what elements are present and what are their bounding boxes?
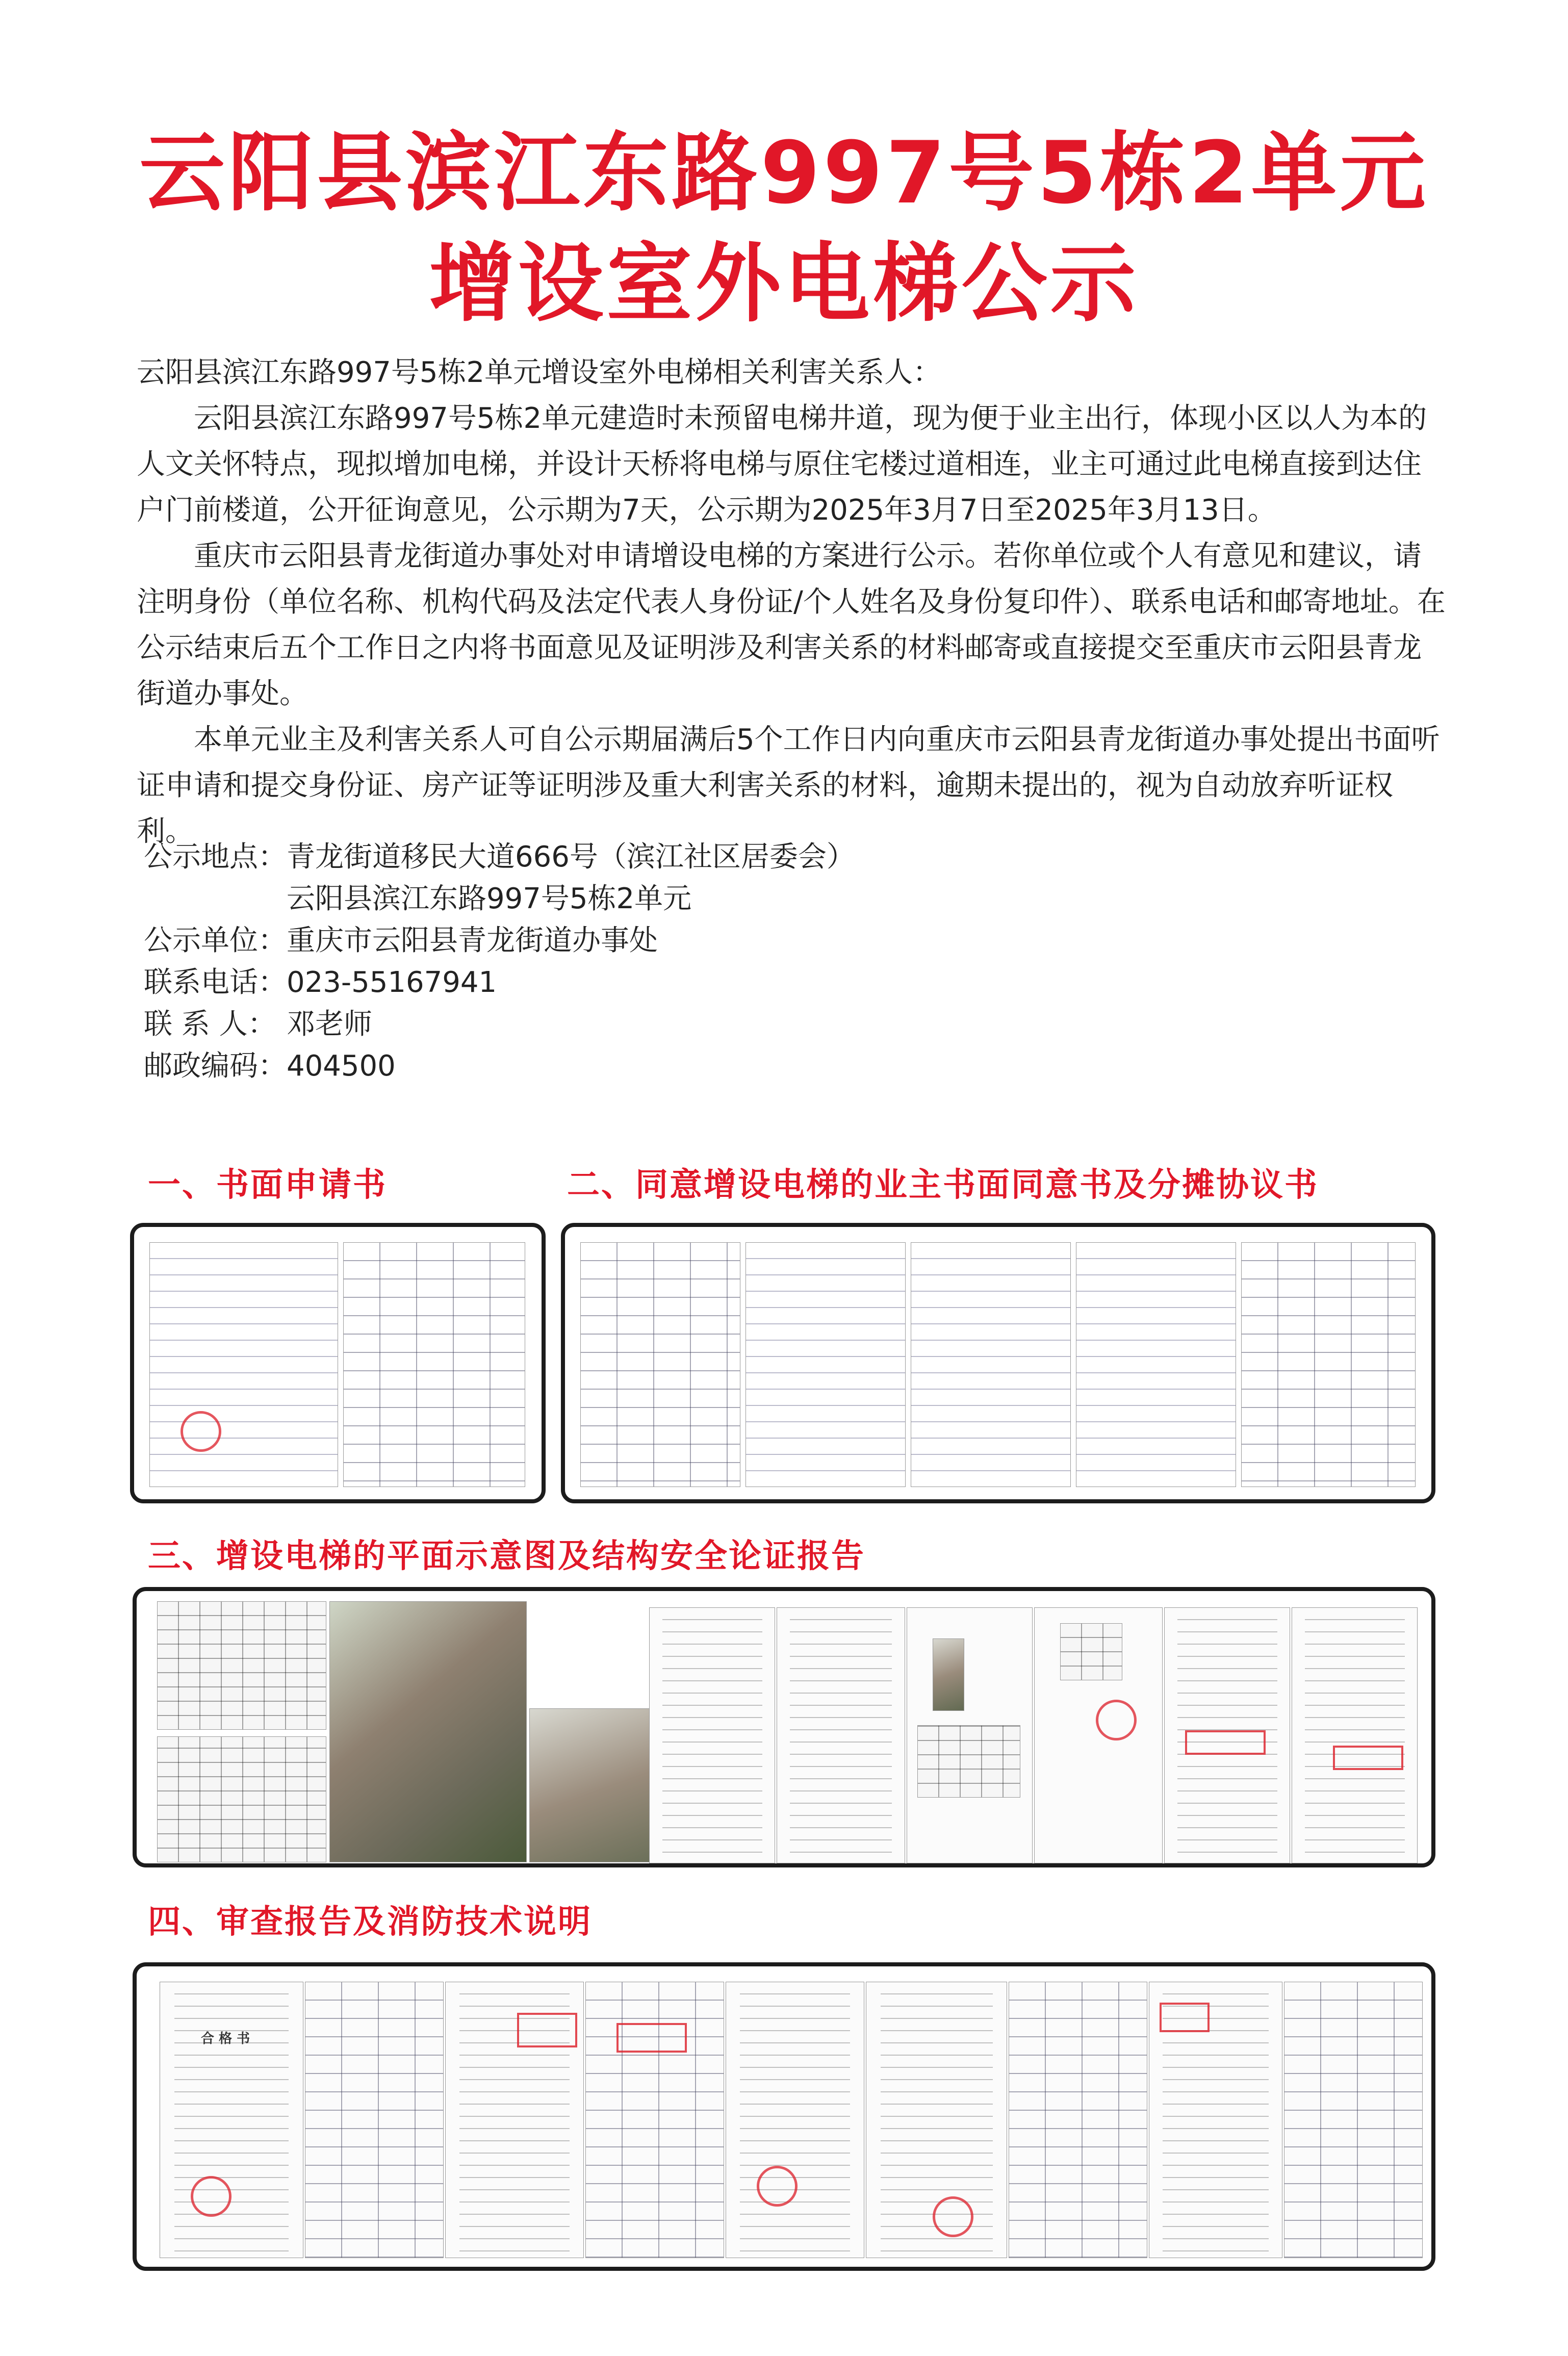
- info-contact-value: 邓老师: [287, 1008, 372, 1041]
- section-2-heading: 二、同意增设电梯的业主书面同意书及分摊协议书: [567, 1166, 1319, 1204]
- section-2-frame: [561, 1223, 1435, 1503]
- red-seal-icon: [933, 2196, 973, 2237]
- section-3-heading: 三、增设电梯的平面示意图及结构安全论证报告: [148, 1538, 865, 1575]
- info-unit-row: [144, 920, 1419, 962]
- info-location-value-2: 云阳县滨江东路997号5栋2单元: [287, 882, 692, 915]
- review-table-2: [585, 1982, 724, 2258]
- section-4-frame: [133, 1962, 1435, 2271]
- notice-paragraph-2: 重庆市云阳县青龙街道办事处对申请增设电梯的方案进行公示。若你单位或个人有意见和建议，请注明身份（单位名称、机构代码及法定代表人身份证/个人姓名及身份复印件）、联系电话和邮寄地址。在公示结束后五个工作日之内将书面意见及证明涉及利害关系的材料邮寄或直接提交至重庆市云阳县青龙街道办事处。: [137, 540, 1446, 710]
- red-seal-icon: [757, 2166, 798, 2207]
- consent-scan-2: [746, 1242, 906, 1487]
- application-scan-1: [149, 1242, 338, 1487]
- info-postal-label: 邮政编码：: [144, 1049, 287, 1083]
- info-contact-label: 联 系 人：: [144, 1008, 276, 1041]
- certificate-page-1: [160, 1982, 303, 2258]
- section-1-frame: [130, 1223, 546, 1503]
- fire-tech-page-1: [866, 1982, 1007, 2258]
- report-page-5: [1164, 1607, 1290, 1863]
- red-seal-icon: [1096, 1700, 1137, 1740]
- floor-plan-1: [157, 1601, 326, 1730]
- info-postal-row: [144, 1045, 1419, 1087]
- red-seal-icon: [181, 1411, 221, 1452]
- report-page-3: [907, 1607, 1033, 1863]
- certificate-title: 合 格 书: [201, 2031, 250, 2046]
- report-page-6: [1292, 1607, 1418, 1863]
- notice-addressee: 云阳县滨江东路997号5栋2单元增设室外电梯相关利害关系人：: [137, 356, 942, 389]
- notice-paragraph-1: 云阳县滨江东路997号5栋2单元建造时未预留电梯井道，现为便于业主出行，体现小区以人为本的人文关怀特点，现拟增加电梯，并设计天桥将电梯与原住宅楼过道相连，业主可通过此电梯直接到达住户门前楼道，公开征询意见，公示期为7天，公示期为2025年3月7日至2025年3月13日。: [137, 402, 1427, 527]
- floor-plan-2: [157, 1736, 326, 1862]
- fire-tech-page-3: [1284, 1982, 1423, 2258]
- fire-tech-page-2: [1149, 1982, 1282, 2258]
- info-contact-row: [144, 1004, 1419, 1045]
- notice-body: [137, 350, 1450, 855]
- building-photo-1: [329, 1601, 527, 1862]
- section-4-heading: 四、审查报告及消防技术说明: [148, 1903, 592, 1941]
- consent-scan-4: [1076, 1242, 1236, 1487]
- consent-scan-3: [911, 1242, 1071, 1487]
- notice-paragraph-3: 本单元业主及利害关系人可自公示期届满后5个工作日内向重庆市云阳县青龙街道办事处提出书面听证申请和提交身份证、房产证等证明涉及重大利害关系的材料，逾期未提出的，视为自动放弃听证权利。: [137, 723, 1440, 848]
- consent-scan-1: [580, 1242, 740, 1487]
- application-scan-2: [343, 1242, 525, 1487]
- info-location-label: 公示地点：: [144, 840, 287, 874]
- info-postal-value: 404500: [287, 1049, 396, 1083]
- info-phone-label: 联系电话：: [144, 966, 287, 999]
- info-location-row: [144, 836, 1419, 878]
- red-seal-icon: [191, 2176, 232, 2217]
- consent-scan-5: [1241, 1242, 1416, 1487]
- review-page-2: [445, 1982, 584, 2258]
- report-page-4: [1034, 1607, 1163, 1863]
- contact-info: [144, 836, 1419, 1087]
- report-page-2: [777, 1607, 905, 1863]
- info-phone-row: [144, 962, 1419, 1004]
- review-table-1: [305, 1982, 444, 2258]
- info-unit-label: 公示单位：: [144, 924, 287, 957]
- section-1-heading: 一、书面申请书: [148, 1166, 387, 1204]
- certificate-page-2: [726, 1982, 864, 2258]
- fire-tech-table: [1009, 1982, 1147, 2258]
- info-phone-value: 023-55167941: [287, 966, 497, 999]
- page-title-line-2: 增设室外电梯公示: [429, 234, 1139, 334]
- info-location-value-1: 青龙街道移民大道666号（滨江社区居委会）: [287, 840, 855, 874]
- info-unit-value: 重庆市云阳县青龙街道办事处: [287, 924, 658, 957]
- page-title-line-1: 云阳县滨江东路997号5栋2单元: [139, 123, 1429, 223]
- section-3-frame: [133, 1587, 1435, 1867]
- info-location-row-2: [144, 878, 1419, 920]
- report-cover: [649, 1607, 775, 1863]
